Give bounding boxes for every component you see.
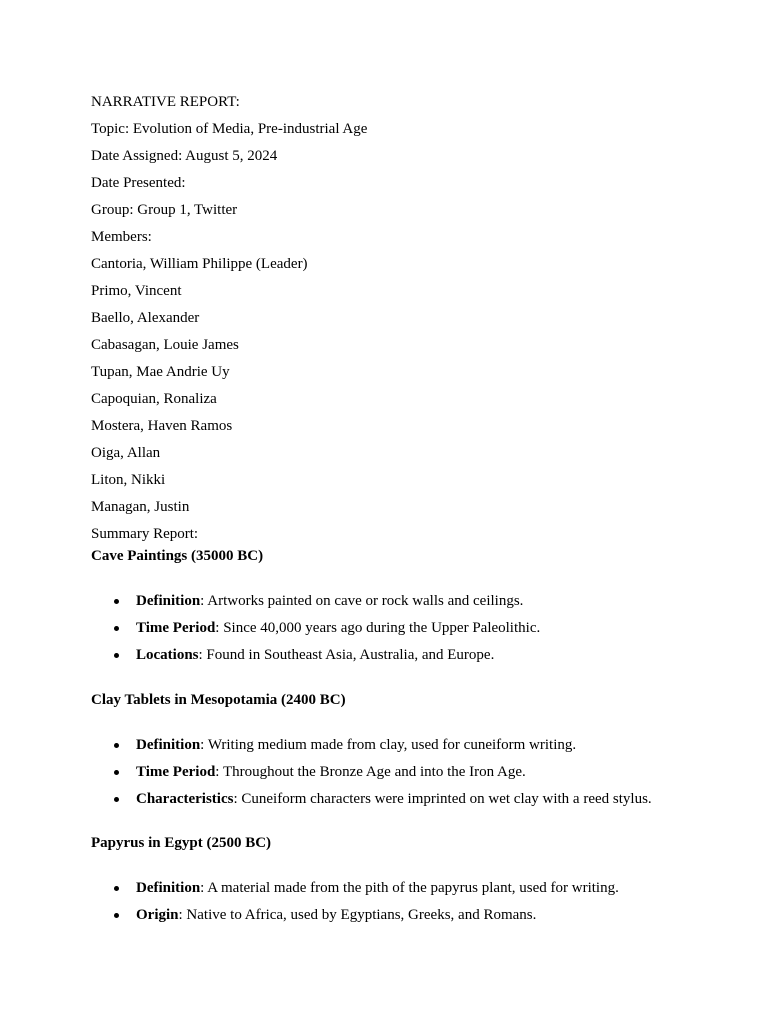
report-header (91, 91, 691, 550)
section-heading: Clay Tablets in Mesopotamia (2400 BC) (91, 692, 346, 708)
date-presented: Date Presented: (91, 175, 186, 191)
member-item: Primo, Vincent (91, 283, 182, 299)
bullet-item (91, 904, 731, 931)
section-heading: Cave Paintings (35000 BC) (91, 548, 264, 564)
bullet-term: Definition (136, 880, 201, 896)
member-item: Tupan, Mae Andrie Uy (91, 364, 230, 380)
bullet-list (91, 734, 731, 815)
member-item: Cabasagan, Louie James (91, 337, 239, 353)
bullet-term: Characteristics (136, 791, 234, 807)
bullet-term: Origin (136, 907, 179, 923)
report-topic: Topic: Evolution of Media, Pre-industrial Age (91, 121, 368, 137)
bullet-text: : Writing medium made from clay, used for cuneiform writing. (200, 737, 577, 753)
section-clay-tablets (91, 689, 731, 815)
members-label: Members: (91, 229, 152, 245)
member-item: Cantoria, William Philippe (Leader) (91, 256, 308, 272)
bullet-item (91, 644, 731, 671)
bullet-text: : A material made from the pith of the papyrus plant, used for writing. (200, 880, 619, 896)
bullet-item (91, 877, 731, 904)
member-item: Oiga, Allan (91, 445, 161, 461)
bullet-term: Locations (136, 647, 199, 663)
bullet-text: : Found in Southeast Asia, Australia, and Europe. (198, 647, 495, 663)
bullet-text: : Artworks painted on cave or rock walls and ceilings. (200, 593, 524, 609)
bullet-term: Time Period (136, 764, 216, 780)
section-heading: Papyrus in Egypt (2500 BC) (91, 835, 272, 851)
section-papyrus (91, 832, 731, 931)
bullet-item (91, 734, 731, 761)
bullet-term: Time Period (136, 620, 216, 636)
bullet-list (91, 877, 731, 931)
summary-label: Summary Report: (91, 526, 199, 542)
bullet-item (91, 617, 731, 644)
member-item: Baello, Alexander (91, 310, 200, 326)
bullet-item (91, 761, 731, 788)
report-title: NARRATIVE REPORT: (91, 94, 240, 110)
bullet-term: Definition (136, 593, 201, 609)
bullet-text: : Native to Africa, used by Egyptians, Greeks, and Romans. (178, 907, 537, 923)
date-assigned: Date Assigned: August 5, 2024 (91, 148, 278, 164)
group-line: Group: Group 1, Twitter (91, 202, 238, 218)
members-list (91, 253, 691, 523)
bullet-text: : Cuneiform characters were imprinted on wet clay with a reed stylus. (233, 791, 652, 807)
bullet-item (91, 788, 731, 815)
bullet-text: : Throughout the Bronze Age and into the Iron Age. (215, 764, 526, 780)
member-item: Mostera, Haven Ramos (91, 418, 233, 434)
bullet-list (91, 590, 731, 671)
member-item: Capoquian, Ronaliza (91, 391, 217, 407)
member-item: Liton, Nikki (91, 472, 166, 488)
member-item: Managan, Justin (91, 499, 190, 515)
bullet-term: Definition (136, 737, 201, 753)
section-cave-paintings (91, 545, 731, 671)
bullet-text: : Since 40,000 years ago during the Upper Paleolithic. (215, 620, 541, 636)
bullet-item (91, 590, 731, 617)
